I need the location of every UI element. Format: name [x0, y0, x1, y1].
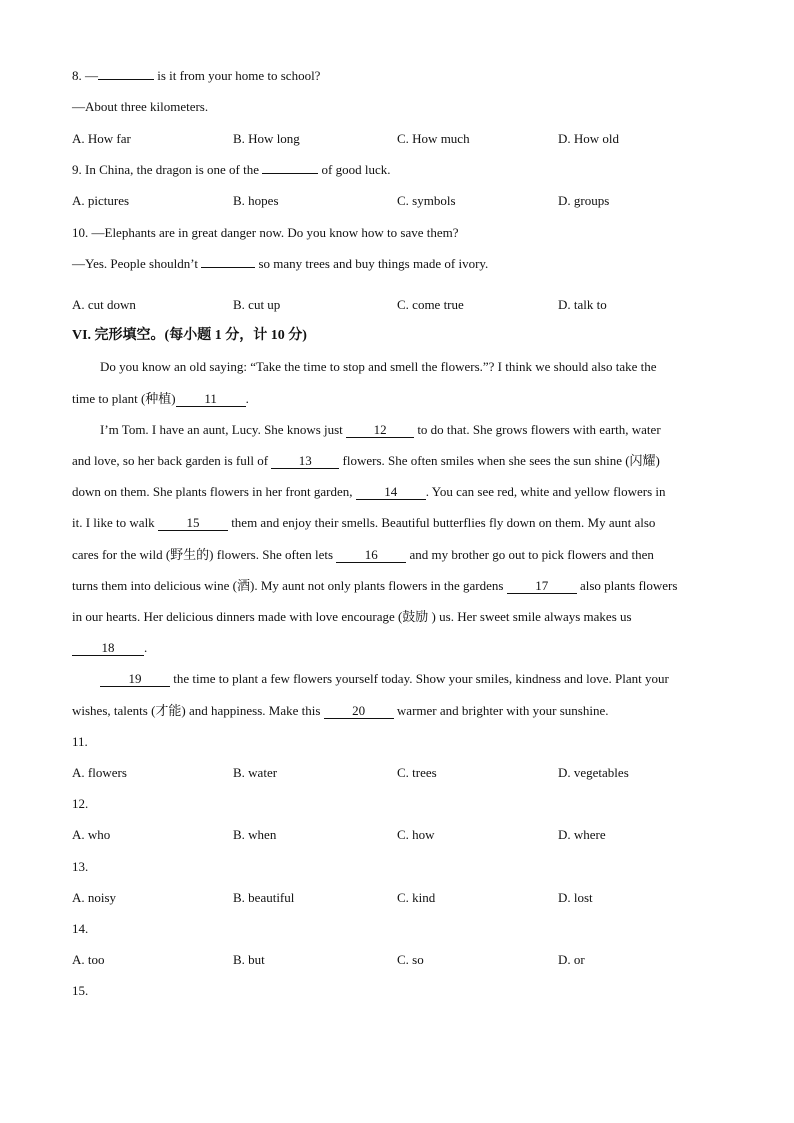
passage-period: .: [245, 391, 249, 406]
question-number: 12.: [72, 796, 89, 811]
question-10-prompt: 10. —Elephants are in great danger now. Do you know how to save them?: [72, 225, 459, 240]
q8-option-b: B. How long: [233, 131, 300, 146]
blank-15: 15: [158, 516, 228, 531]
blank-20: 20: [324, 704, 394, 719]
question-number: 13.: [72, 859, 89, 874]
passage-text: them and enjoy their smells. Beautiful butterflies fly down on them. My aunt also: [227, 515, 656, 530]
question-11-options: [0, 765, 794, 781]
passage-line: [72, 515, 655, 531]
q11-option-c: C. trees: [397, 765, 437, 780]
question-13-options: [0, 890, 794, 906]
passage-text: and my brother go out to pick flowers and then: [406, 547, 654, 562]
passage-text: also plants flowers: [576, 578, 678, 593]
question-number: 15.: [72, 983, 89, 998]
passage-text: the time to plant a few flowers yourself today. Show your smiles, kindness and love. Plant your: [170, 671, 669, 686]
q10-option-a: A. cut down: [72, 297, 136, 312]
q9-option-a: A. pictures: [72, 193, 130, 208]
question-14-options: [0, 952, 794, 968]
passage-text: time to plant (种植): [72, 391, 176, 406]
question-number: 11.: [72, 734, 88, 749]
passage-text: . You can see red, white and yellow flowers in: [425, 484, 666, 499]
q10-option-d: D. talk to: [558, 297, 607, 312]
blank-18: 18: [72, 641, 144, 656]
passage-line: [72, 578, 677, 594]
passage-line: [100, 422, 661, 438]
question-8-answer: —About three kilometers.: [72, 99, 209, 114]
passage-text: I’m Tom. I have an aunt, Lucy. She knows just: [100, 422, 347, 437]
q14-option-a: A. too: [72, 952, 105, 967]
question-9-options: [0, 193, 794, 209]
q9-option-c: C. symbols: [397, 193, 456, 208]
question-10-options: [0, 297, 794, 313]
blank-19: 19: [100, 672, 170, 687]
blank-14: 14: [356, 485, 426, 500]
passage-text: turns them into delicious wine (酒). My aunt not only plants flowers in the gardens: [72, 578, 507, 593]
q10-sentence-pre: —Yes. People shouldn’t: [72, 256, 202, 271]
q14-option-b: B. but: [233, 952, 265, 967]
question-12-options: [0, 827, 794, 843]
passage-line: [72, 453, 660, 469]
q8-option-c: C. How much: [397, 131, 470, 146]
question-8-prompt: [72, 68, 320, 84]
blank-11: 11: [176, 392, 246, 407]
passage-text: warmer and brighter with your sunshine.: [393, 703, 609, 718]
q13-option-b: B. beautiful: [233, 890, 295, 905]
q8-prompt-pre: 8. —: [72, 68, 98, 83]
passage-text: wishes, talents (才能) and happiness. Make this: [72, 703, 324, 718]
q10-option-b: B. cut up: [233, 297, 281, 312]
passage-period: .: [144, 640, 148, 655]
q9-option-b: B. hopes: [233, 193, 279, 208]
q9-prompt-pre: 9. In China, the dragon is one of the: [72, 162, 263, 177]
q13-option-a: A. noisy: [72, 890, 117, 905]
q11-option-a: A. flowers: [72, 765, 127, 780]
section-heading: VI. 完形填空。(每小题 1 分，计 10 分): [72, 328, 307, 343]
q11-option-d: D. vegetables: [558, 765, 629, 780]
blank-12: 12: [346, 423, 414, 438]
passage-text: cares for the wild (野生的) flowers. She often lets: [72, 547, 337, 562]
question-number: 14.: [72, 921, 89, 936]
passage-text: and love, so her back garden is full of: [72, 453, 272, 468]
q10-blank: [201, 267, 255, 268]
passage-line: [72, 703, 608, 719]
passage-line: [72, 640, 147, 656]
q9-prompt-post: of good luck.: [318, 162, 391, 177]
q8-blank: [98, 79, 154, 80]
q8-option-a: A. How far: [72, 131, 131, 146]
passage-line: in our hearts. Her delicious dinners made with love encourage (鼓励 ) us. Her sweet smile always makes us: [72, 609, 632, 624]
question-9-prompt: [72, 162, 390, 178]
blank-16: 16: [336, 548, 406, 563]
passage-line: Do you know an old saying: “Take the time to stop and smell the flowers.”? I think we should also take the: [100, 359, 657, 374]
passage-line: [72, 391, 249, 407]
q12-option-a: A. who: [72, 827, 111, 842]
q11-option-b: B. water: [233, 765, 278, 780]
q12-option-b: B. when: [233, 827, 277, 842]
q14-option-d: D. or: [558, 952, 585, 967]
q9-blank: [262, 173, 318, 174]
passage-text: flowers. She often smiles when she sees the sun shine (闪耀): [339, 453, 660, 468]
q12-option-c: C. how: [397, 827, 435, 842]
q9-option-d: D. groups: [558, 193, 610, 208]
q8-prompt-post: is it from your home to school?: [154, 68, 321, 83]
q14-option-c: C. so: [397, 952, 424, 967]
passage-text: to do that. She grows flowers with earth, water: [414, 422, 661, 437]
passage-line: [100, 671, 669, 687]
q10-sentence-post: so many trees and buy things made of ivory.: [255, 256, 489, 271]
passage-line: [72, 484, 666, 500]
q10-option-c: C. come true: [397, 297, 464, 312]
question-10-sentence: [72, 256, 488, 272]
passage-text: down on them. She plants flowers in her front garden,: [72, 484, 356, 499]
blank-13: 13: [271, 454, 339, 469]
q12-option-d: D. where: [558, 827, 606, 842]
q13-option-c: C. kind: [397, 890, 436, 905]
question-8-options: [0, 131, 794, 147]
passage-line: [72, 547, 654, 563]
passage-text: it. I like to walk: [72, 515, 158, 530]
q13-option-d: D. lost: [558, 890, 593, 905]
q8-option-d: D. How old: [558, 131, 620, 146]
blank-17: 17: [507, 579, 577, 594]
